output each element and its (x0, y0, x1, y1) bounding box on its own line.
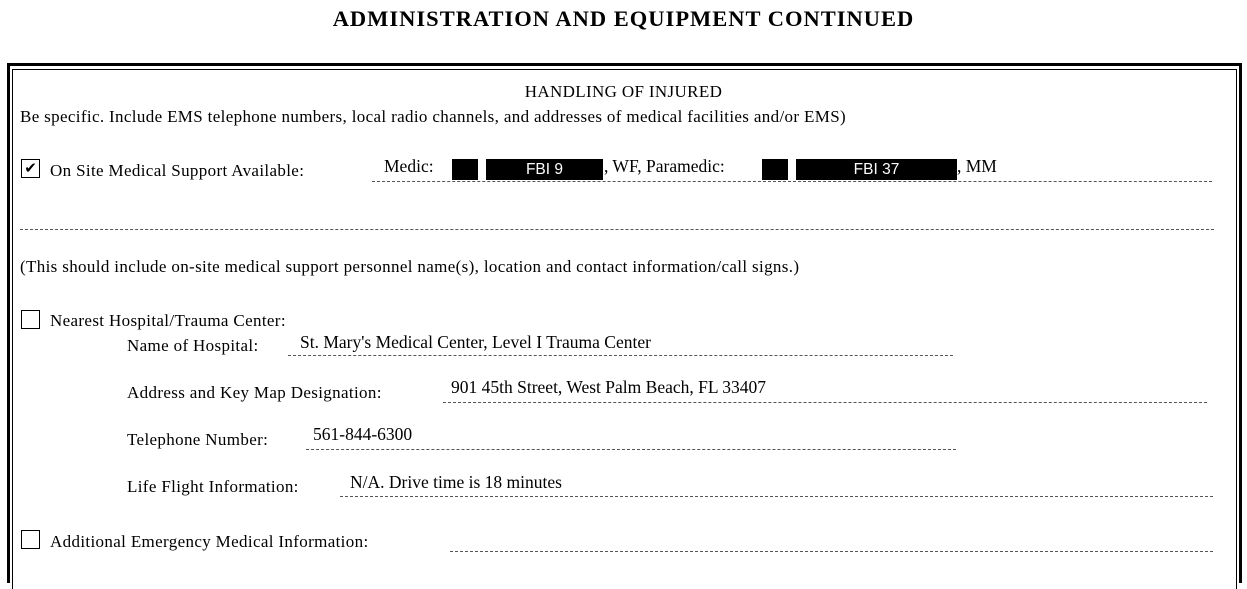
checkmark-icon: ✔ (24, 159, 37, 177)
medic-redaction: FBI 9 (486, 159, 603, 180)
onsite-field-line[interactable] (372, 181, 1212, 182)
lifeflight-label: Life Flight Information: (127, 477, 299, 496)
lifeflight-line[interactable] (340, 496, 1213, 497)
phone-value: 561-844-6300 (313, 424, 413, 444)
lifeflight-value: N/A. Drive time is 18 minutes (350, 472, 562, 492)
section-heading: HANDLING OF INJURED (524, 82, 723, 101)
additional-line[interactable] (450, 551, 1213, 552)
hospital-name-label: Name of Hospital: (127, 336, 259, 355)
phone-label: Telephone Number: (127, 430, 269, 449)
paramedic-suffix: , MM (957, 156, 997, 176)
hospital-name-line[interactable] (288, 355, 953, 356)
hospital-checkbox[interactable] (21, 310, 40, 329)
onsite-continuation-line[interactable] (20, 229, 1214, 230)
paramedic-redaction: FBI 37 (796, 159, 957, 180)
onsite-note: (This should include on-site medical support personnel name(s), location and contact information/call signs.) (20, 257, 800, 276)
onsite-label: On Site Medical Support Available: (50, 161, 305, 180)
onsite-checkbox[interactable] (21, 159, 40, 178)
redaction-block (762, 159, 788, 180)
address-label: Address and Key Map Designation: (127, 383, 382, 402)
instruction-text: Be specific. Include EMS telephone numbers, local radio channels, and addresses of medical facilities and/or EMS) (20, 107, 847, 126)
address-value: 901 45th Street, West Palm Beach, FL 33407 (451, 377, 767, 397)
additional-label: Additional Emergency Medical Information: (50, 532, 369, 551)
address-line[interactable] (443, 402, 1207, 403)
medic-suffix: , WF, Paramedic: (604, 156, 725, 176)
hospital-label: Nearest Hospital/Trauma Center: (50, 311, 286, 330)
hospital-name-value: St. Mary's Medical Center, Level I Trauma Center (300, 332, 651, 352)
redaction-block (452, 159, 478, 180)
phone-line[interactable] (306, 449, 956, 450)
additional-checkbox[interactable] (21, 530, 40, 549)
medic-label: Medic: (384, 156, 434, 176)
page-title: ADMINISTRATION AND EQUIPMENT CONTINUED (332, 6, 915, 31)
